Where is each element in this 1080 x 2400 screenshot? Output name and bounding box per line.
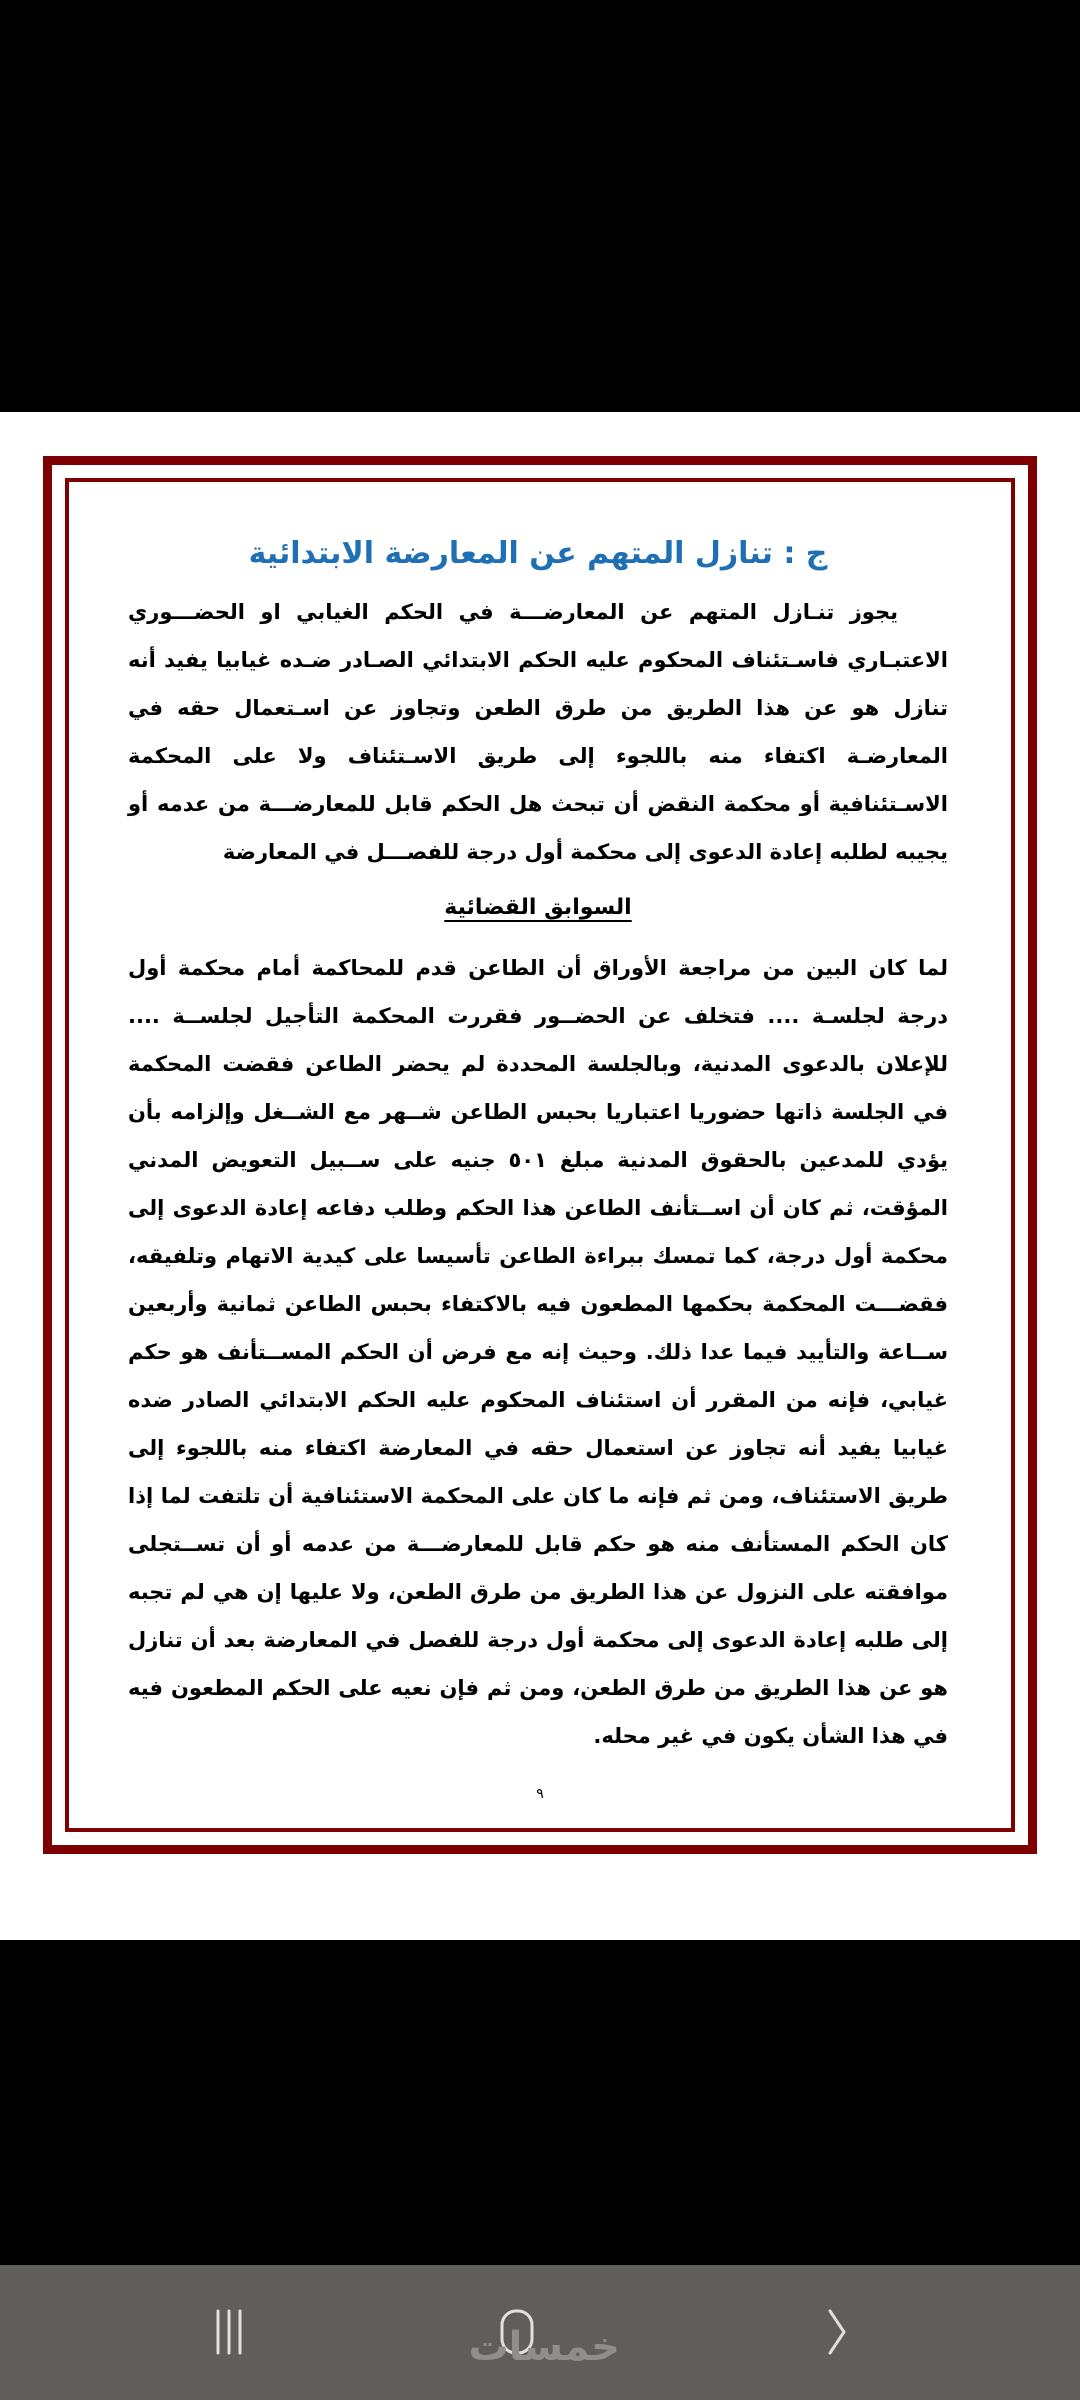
system-navigation-bar: [0, 2265, 1080, 2400]
watermark-logo: خمسات: [468, 2324, 620, 2370]
subheading-judicial-precedents: السوابق القضائية: [444, 895, 632, 920]
recents-button[interactable]: [158, 2265, 318, 2400]
page-number: ٩: [536, 1786, 544, 1802]
body-paragraph-2: لما كان البين من مراجعة الأوراق أن الطاعن قدم للمحاكمة أمام محكمة أول درجة لجلسـة .... فتخلف عن الحضــور فقررت المحكمة التأجيل لجلســة .... للإعلان بالدعوى المدنية، وبالجلسة المحددة لم يحضر الطاعن فقضت المحكمة في الجلسة ذاتها حضوريا اعتباريا بحبس الطاعن شــهر مع الشــغل وإلزامه بأن يؤدي للمدعين بالحقوق المدنية مبلغ ٥٠١ جنيه على ســبيل التعويض المدني المؤقت، ثم كان أن اســتأنف الطاعن هذا الحكم وطلب دفاعه إعادة الدعوى إلى محكمة أول درجة، كما تمسك ببراءة الطاعن تأسيسا على كيدية الاتهام وتلفيقه، فقضـــت المحكمة بحكمها المطعون فيه بالاكتفاء بحبس الطاعن ثمانية وأربعين ســاعة والتأييد فيما عدا ذلك. وحيث إنه مع فرض أن الحكم المســتأنف هو حكم غيابي، فإنه من المقرر أن استئناف المحكوم عليه الحكم الابتدائي الصادر ضده غيابيا يفيد أنه تجاوز عن استعمال حقه في المعارضة اكتفاء منه باللجوء إلى طريق الاستئناف، ومن ثم فإنه ما كان على المحكمة الاستئنافية أن تلتفت لما إذا كان الحكم المستأنف منه هو حكم قابل للمعارضـــة من عدمه أو أن تســتجلى موافقته على النزول عن هذا الطريق من طرق الطعن، ولا عليها إن هي لم تجبه إلى طلبه إعادة الدعوى إلى محكمة أول درجة للفصل في المعارضة بعد أن تنازل هو عن هذا الطريق من طرق الطعن، ومن ثم فإن نعيه على الحكم المطعون فيه في هذا الشأن يكون في غير محله.: [128, 956, 948, 1748]
body-paragraph-1: يجوز تنـازل المتهم عن المعارضـــة في الحكم الغيابي او الحضـــوري الاعتبـاري فاسـتئناف المحكوم عليه الحكم الابتدائي الصـادر ضـده غيابيا يفيد أنه تنازل هو عن هذا الطريق من طرق الطعن وتجاوز عن اسـتعمال حقه في المعارضـة اكتفاء منه باللجوء إلى طريق الاسـتئناف ولا على المحكمة الاسـتئنافية أو محكمة النقض أن تبحث هل الحكم قابل للمعارضـــة من عدمه أو يجيبه لطلبه إعادة الدعوى إلى محكمة أول درجة للفصـــل في المعارضة: [128, 600, 948, 864]
section-title: ج : تنازل المتهم عن المعارضة الابتدائية: [248, 536, 828, 571]
home-icon: [460, 2265, 620, 2400]
back-button[interactable]: [760, 2265, 920, 2400]
recents-icon: [158, 2265, 318, 2400]
subheading-container: [128, 886, 948, 930]
document-page: [0, 412, 1080, 1940]
home-button[interactable]: [460, 2265, 620, 2400]
back-chevron-icon: [760, 2265, 920, 2400]
document-content: [128, 532, 948, 1760]
